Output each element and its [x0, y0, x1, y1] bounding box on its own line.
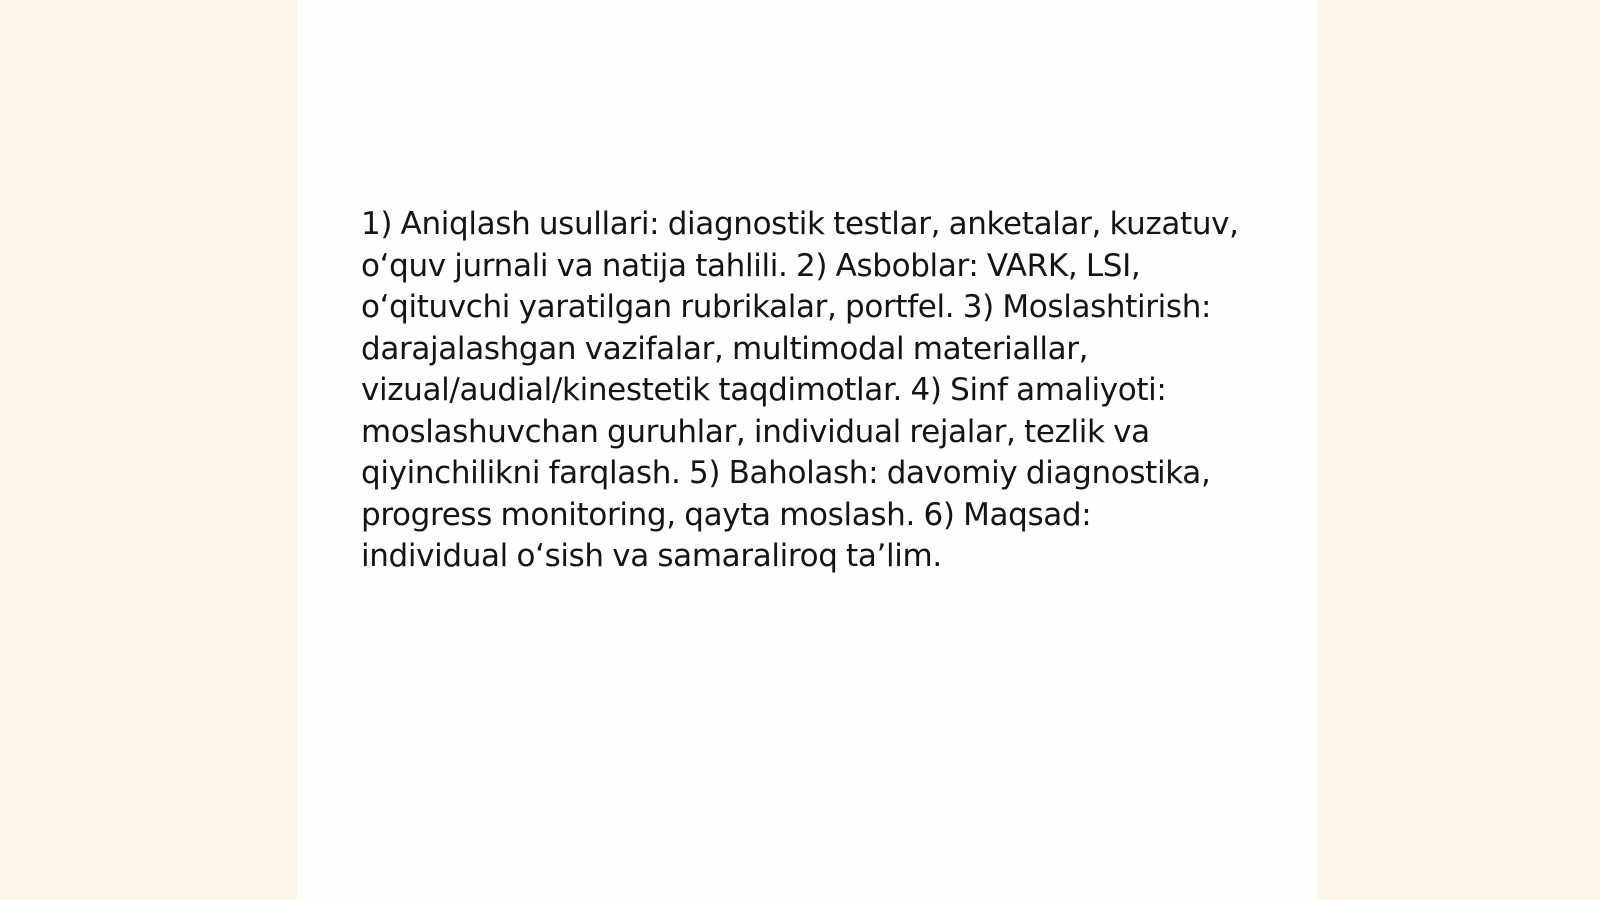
- slide-body-text: 1) Aniqlash usullari: diagnostik testlar, anketalar, kuzatuv, o‘quv jurnali va natija tahlili. 2) Asboblar: VARK, LSI, o‘qituvchi yaratilgan rubrikalar, portfel. 3) Moslashtirish: darajalashgan vazifalar, multimodal materiallar, vizual/audial/kinestetik taqdimotlar. 4) Sinf amaliyoti: moslashuvchan guruhlar, individual rejalar, tezlik va qiyinchilikni farqlash. 5) Baholash: davomiy diagnostika, progress monitoring, qayta moslash. 6) Maqsad: individual o‘sish va samaraliroq ta’lim.: [361, 206, 1239, 574]
- slide-canvas: [297, 0, 1317, 900]
